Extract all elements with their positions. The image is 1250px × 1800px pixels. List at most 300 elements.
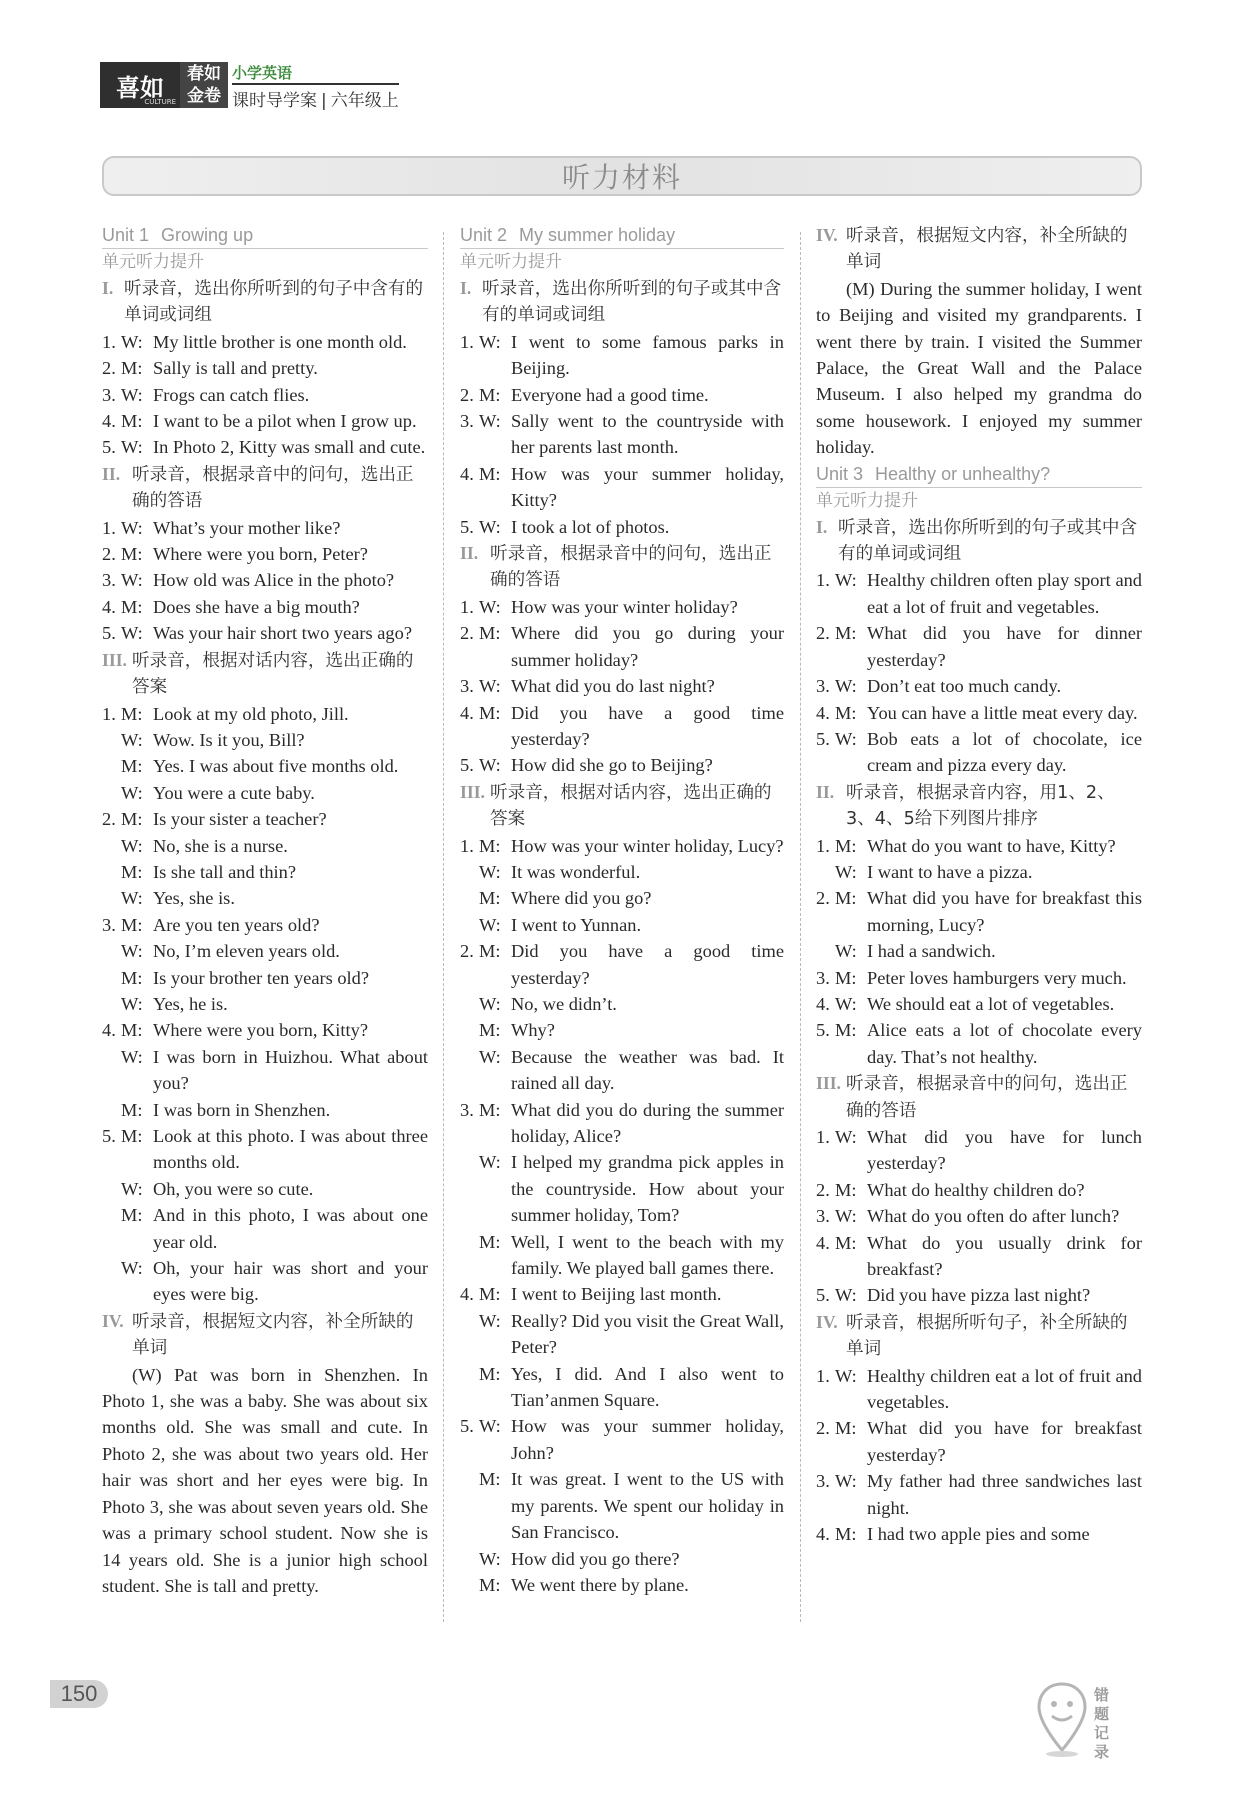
list-item (102, 620, 428, 646)
reply-text: I was born in Huizhou. What about you? (153, 1046, 428, 1094)
item-number: 3. (816, 676, 830, 697)
item-text: We should eat a lot of vegetables. (867, 993, 1115, 1014)
item-number: 5. (102, 1126, 116, 1146)
item-text: Are you ten years old? (153, 914, 320, 935)
reply-text: How did you go there? (511, 1548, 680, 1569)
item-text: My father had three sandwiches last night. (867, 1471, 1142, 1518)
item-number: 3. (816, 967, 830, 988)
item-number: 3. (102, 570, 116, 591)
brand-header (100, 62, 399, 112)
dialogue-line (460, 1097, 784, 1150)
reply-text: Well, I went to the beach with my family. We played ball games there. (511, 1231, 784, 1279)
speaker: M: (479, 1469, 501, 1490)
dialogue-reply (102, 1176, 428, 1202)
dialogue-reply (102, 780, 428, 806)
item-text: Does she have a big mouth? (153, 596, 360, 617)
dialogue-line (816, 885, 1142, 938)
section-title: 听录音，根据录音中的问句，选出正确的答语 (846, 1074, 1128, 1121)
item-number: 4. (102, 596, 116, 617)
section-title: 听录音，选出你所听到的句子或其中含有的单词或词组 (838, 517, 1138, 565)
series-name: 课时导学案 (232, 91, 317, 111)
reply-text: And in this photo, I was about one year old. (153, 1205, 428, 1252)
dialogue-reply (102, 1097, 428, 1123)
section-title: 听录音，根据短文内容，补全所缺的单词 (846, 226, 1128, 273)
speaker: M: (835, 1524, 857, 1545)
section-title: 听录音，根据对话内容，选出正确的答案 (490, 782, 772, 830)
reply-text: No, I’m eleven years old. (153, 941, 340, 962)
reply-text: I want to have a pizza. (867, 861, 1033, 882)
list-item (816, 673, 1142, 699)
speaker: W: (121, 835, 143, 856)
unit-label: Unit 1 (102, 225, 150, 245)
section-heading (460, 275, 784, 329)
list-item (816, 1230, 1142, 1283)
column-1 (102, 222, 428, 1599)
speaker: W: (835, 1471, 857, 1492)
dialogue-line (460, 833, 784, 859)
speaker: M: (121, 809, 143, 830)
list-item (816, 1177, 1142, 1203)
speaker: M: (121, 756, 143, 777)
item-number: 4. (460, 463, 474, 484)
speaker: W: (121, 570, 143, 591)
item-text: What did you have for breakfast yesterday? (867, 1418, 1142, 1465)
item-number: 2. (816, 888, 830, 909)
speaker: W: (121, 993, 143, 1014)
reply-text: I was born in Shenzhen. (153, 1099, 331, 1120)
reply-text: No, she is a nurse. (153, 835, 288, 856)
speaker: M: (121, 411, 143, 432)
speaker: W: (121, 1046, 143, 1067)
reply-text: Yes. I was about five months old. (153, 756, 399, 777)
section-numeral: II. (460, 543, 479, 564)
dialogue-reply (102, 859, 428, 885)
dialogue-reply (460, 1546, 784, 1572)
logo-text: 喜如 (116, 73, 164, 102)
item-text: Look at my old photo, Jill. (153, 703, 349, 724)
item-number: 1. (102, 517, 116, 538)
speaker: M: (835, 1179, 857, 1200)
section-numeral: III. (102, 649, 127, 670)
reply-text: It was great. I went to the US with my parents. We spent our holiday in San Francisco. (511, 1469, 784, 1543)
list-item (102, 567, 428, 593)
error-record-label: 错题记录 (1094, 1686, 1110, 1761)
speaker: M: (121, 861, 143, 882)
item-text: Where were you born, Kitty? (153, 1020, 368, 1041)
dialogue-line (102, 1017, 428, 1043)
item-text: What did you have for breakfast this morning, Lucy? (867, 888, 1142, 935)
item-number: 5. (460, 516, 474, 537)
speaker: M: (479, 1363, 501, 1384)
column-divider (800, 232, 801, 1622)
reply-text: Wow. Is it you, Bill? (153, 729, 305, 750)
reply-text: Yes, she is. (153, 888, 235, 909)
item-number: 1. (102, 331, 116, 352)
speaker: M: (835, 835, 857, 856)
item-number: 3. (460, 1099, 474, 1120)
dialogue-reply (460, 912, 784, 938)
speaker: W: (479, 861, 501, 882)
speaker: M: (121, 703, 143, 724)
item-number: 5. (460, 755, 474, 776)
item-number: 1. (816, 1127, 830, 1147)
unit-subhead: 单元听力提升 (816, 490, 918, 511)
item-text: Did you have a good time yesterday? (511, 702, 784, 749)
unit-subhead: 单元听力提升 (102, 252, 204, 272)
reply-text: Yes, he is. (153, 993, 228, 1014)
reply-text: Where did you go? (511, 888, 652, 909)
item-number: 3. (102, 384, 116, 405)
list-item (816, 965, 1142, 991)
dialogue-reply (460, 1361, 784, 1414)
list-item (460, 382, 784, 408)
section-heading (460, 540, 784, 594)
item-number: 1. (816, 1365, 830, 1386)
item-text: What do you often do after lunch? (867, 1206, 1120, 1227)
item-text: I went to Beijing last month. (511, 1284, 722, 1305)
location-pin-icon (1034, 1680, 1090, 1760)
dialogue-line (816, 833, 1142, 859)
item-number: 2. (102, 809, 116, 830)
speaker: M: (835, 967, 857, 988)
item-number: 5. (102, 437, 116, 458)
dialogue-reply (460, 885, 784, 911)
list-item (102, 541, 428, 567)
speaker: M: (479, 1099, 501, 1120)
unit-label: Unit 2 (460, 225, 508, 245)
item-number: 4. (816, 702, 830, 723)
speaker: M: (121, 1205, 143, 1226)
item-number: 4. (102, 411, 116, 432)
item-text: How was your summer holiday, Kitty? (511, 463, 784, 511)
speaker: M: (479, 384, 501, 405)
reply-text: We went there by plane. (511, 1574, 689, 1595)
item-number: 5. (816, 728, 830, 749)
subject-label: 小学英语 (232, 64, 293, 82)
item-text: I took a lot of photos. (511, 516, 670, 537)
speaker: W: (121, 623, 143, 644)
item-text: Peter loves hamburgers very much. (867, 967, 1127, 988)
reply-text: Yes, I did. And I also went to Tian’anmen Square. (511, 1363, 784, 1411)
item-text: Where did you go during your summer holiday? (511, 623, 784, 670)
list-item (816, 620, 1142, 673)
dialogue-reply (102, 885, 428, 911)
dialogue-line (102, 806, 428, 832)
item-text: What did you do last night? (511, 676, 715, 697)
speaker: W: (479, 411, 501, 432)
item-text: Did you have a good time yesterday? (511, 941, 784, 988)
section-title: 听录音，选出你所听到的句子或其中含有的单词或词组 (482, 279, 782, 326)
speaker: W: (479, 676, 501, 697)
speaker: W: (121, 782, 143, 803)
list-item (816, 1203, 1142, 1229)
dialogue-reply (102, 965, 428, 991)
item-number: 2. (102, 358, 116, 379)
brand-details (228, 62, 399, 111)
list-item (460, 673, 784, 699)
list-item (460, 700, 784, 753)
speaker: W: (835, 1127, 857, 1147)
dialogue-reply (102, 727, 428, 753)
item-number: 3. (460, 411, 474, 432)
section-numeral: III. (460, 781, 485, 802)
item-number: 1. (816, 835, 830, 856)
item-text: In Photo 2, Kitty was small and cute. (153, 437, 426, 458)
list-item (102, 355, 428, 381)
speaker: W: (479, 516, 501, 537)
section-title: 听录音，根据对话内容，选出正确的答案 (132, 650, 414, 698)
item-text: I want to be a pilot when I grow up. (153, 411, 417, 432)
section-numeral: II. (102, 463, 121, 484)
dialogue-line (102, 912, 428, 938)
item-number: 5. (460, 1416, 474, 1437)
speaker: M: (835, 888, 857, 909)
list-item (816, 1282, 1142, 1308)
speaker: M: (121, 1099, 143, 1120)
column-3 (816, 222, 1142, 1548)
item-text: Frogs can catch flies. (153, 384, 310, 405)
grade-label: 六年级上 (330, 91, 399, 111)
item-number: 4. (460, 1284, 474, 1305)
list-item (816, 726, 1142, 779)
speaker: W: (121, 1178, 143, 1199)
section-title: 听录音，根据所听句子，补全所缺的单词 (846, 1312, 1128, 1360)
speaker: M: (121, 1126, 143, 1146)
speaker: M: (479, 463, 501, 484)
item-text: Sally is tall and pretty. (153, 358, 318, 379)
unit-name: My summer holiday (519, 225, 676, 245)
speaker: W: (479, 914, 501, 935)
item-text: How old was Alice in the photo? (153, 570, 395, 591)
speaker: W: (835, 941, 857, 962)
unit-heading (102, 222, 428, 249)
dialogue-line (460, 938, 784, 991)
section-numeral: I. (460, 278, 472, 298)
dialogue-reply (102, 991, 428, 1017)
list-item (460, 408, 784, 461)
speaker: M: (835, 623, 857, 644)
item-text: Bob eats a lot of chocolate, ice cream and pizza every day. (867, 728, 1142, 776)
speaker: W: (121, 888, 143, 909)
speaker: W: (479, 993, 501, 1014)
item-text: Sally went to the countryside with her parents last month. (511, 411, 784, 458)
reply-text: Why? (511, 1020, 555, 1041)
speaker: W: (121, 941, 143, 962)
speaker: M: (835, 1418, 857, 1439)
item-text: You can have a little meat every day. (867, 702, 1138, 723)
reply-text: Oh, your hair was short and your eyes were big. (153, 1258, 428, 1305)
list-item (460, 461, 784, 514)
item-text: Healthy children eat a lot of fruit and vegetables. (867, 1365, 1142, 1413)
reply-text: I had a sandwich. (867, 941, 996, 962)
section-numeral: II. (816, 781, 835, 802)
column-2 (460, 222, 784, 1598)
reply-text: Really? Did you visit the Great Wall, Peter? (511, 1310, 784, 1358)
list-item (460, 594, 784, 620)
item-text: Don’t eat too much candy. (867, 676, 1062, 697)
item-number: 4. (102, 1020, 116, 1041)
speaker: W: (835, 1206, 857, 1227)
dialogue-reply (102, 833, 428, 859)
item-text: Alice eats a lot of chocolate every day. That’s not healthy. (867, 1020, 1142, 1067)
column-divider (443, 232, 444, 1622)
item-text: What did you do during the summer holiday, Alice? (511, 1099, 784, 1146)
brand-line-1: 春如 (187, 64, 221, 84)
speaker: W: (835, 993, 857, 1014)
unit-heading (460, 222, 784, 249)
item-number: 5. (102, 623, 116, 644)
dialogue-reply (460, 1149, 784, 1228)
item-text: What did you have for lunch yesterday? (867, 1127, 1142, 1174)
section-numeral: III. (816, 1073, 841, 1094)
item-text: Everyone had a good time. (511, 384, 709, 405)
item-number: 2. (460, 623, 474, 644)
brand-line-2: 金卷 (187, 86, 221, 106)
speaker: W: (835, 861, 857, 882)
item-text: Did you have pizza last night? (867, 1285, 1091, 1306)
speaker: W: (835, 676, 857, 697)
section-heading (102, 461, 428, 515)
dialogue-reply (102, 1202, 428, 1255)
dialogue-reply (102, 753, 428, 779)
speaker: M: (121, 1020, 143, 1041)
reply-text: I went to Yunnan. (511, 914, 642, 935)
reply-text: Is your brother ten years old? (153, 967, 370, 988)
listening-passage: (W) Pat was born in Shenzhen. In Photo 1, she was a baby. She was about six months old. She was small and cute. In Photo 2, she was about two years old. Her hair was short and her eyes were big. In Photo 3, she was about seven years old. She was a primary school student. Now she is 14 years old. She is a junior high school student. She is tall and pretty. (102, 1364, 428, 1596)
dialogue-reply (102, 1044, 428, 1097)
item-text: How was your summer holiday, John? (511, 1416, 784, 1463)
dialogue-reply (460, 1044, 784, 1097)
section-title: 听录音，根据短文内容，补全所缺的单词 (132, 1311, 414, 1359)
dialogue-reply (460, 1308, 784, 1361)
section-title: 听录音，根据录音中的问句，选出正确的答语 (132, 464, 414, 512)
speaker: W: (835, 1365, 857, 1386)
speaker: W: (479, 1310, 501, 1331)
speaker: M: (479, 1574, 501, 1595)
item-number: 1. (460, 331, 474, 352)
speaker: W: (835, 1285, 857, 1306)
listening-passage: (M) During the summer holiday, I went to Beijing and visited my grandparents. I went there by train. I visited the Summer Palace, the Great Wall and the Palace Museum. I also helped my grandma do some housework. I enjoyed my summer holiday. (816, 278, 1142, 458)
section-heading (102, 647, 428, 701)
list-item (102, 434, 428, 460)
speaker: M: (479, 888, 501, 909)
brand-name (180, 62, 228, 108)
section-heading (102, 1308, 428, 1362)
list-item (816, 1521, 1142, 1547)
section-heading (816, 1309, 1142, 1363)
item-number: 2. (816, 1179, 830, 1200)
reply-text: You were a cute baby. (153, 782, 315, 803)
item-text: What did you have for dinner yesterday? (867, 623, 1142, 670)
section-numeral: I. (102, 278, 114, 298)
item-text: Where were you born, Peter? (153, 544, 368, 565)
dialogue-reply (460, 1017, 784, 1043)
dialogue-line (102, 701, 428, 727)
section-heading (816, 1070, 1142, 1124)
list-item (460, 514, 784, 540)
dialogue-line (460, 1281, 784, 1307)
list-item (460, 752, 784, 778)
unit-name: Growing up (161, 225, 254, 245)
item-number: 5. (816, 1020, 830, 1041)
unit-label: Unit 3 (816, 463, 864, 484)
list-item (102, 408, 428, 434)
dialogue-reply (816, 859, 1142, 885)
list-item (816, 700, 1142, 726)
logo-sub: CULTURE (144, 98, 176, 106)
dialogue-reply (460, 1466, 784, 1545)
reply-text: Because the weather was bad. It rained all day. (511, 1046, 784, 1094)
section-numeral: IV. (816, 225, 838, 245)
speaker: W: (835, 570, 857, 591)
item-text: How was your winter holiday, Lucy? (511, 835, 784, 856)
speaker: M: (479, 1020, 501, 1041)
list-item (816, 991, 1142, 1017)
section-numeral: IV. (816, 1311, 838, 1332)
dialogue-line (102, 1123, 428, 1176)
section-heading (460, 779, 784, 833)
unit-heading (816, 461, 1142, 488)
list-item (816, 1017, 1142, 1070)
item-number: 3. (102, 914, 116, 935)
speaker: W: (479, 755, 501, 776)
speaker: M: (121, 914, 143, 935)
item-number: 2. (460, 384, 474, 405)
list-item (102, 594, 428, 620)
list-item (816, 1415, 1142, 1468)
item-number: 1. (460, 596, 474, 617)
item-text: Was your hair short two years ago? (153, 623, 412, 644)
speaker: W: (479, 1046, 501, 1067)
section-numeral: IV. (102, 1310, 124, 1331)
list-item (102, 382, 428, 408)
item-text: How did she go to Beijing? (511, 755, 713, 776)
speaker: M: (121, 967, 143, 988)
speaker: W: (121, 331, 143, 352)
speaker: W: (121, 384, 143, 405)
speaker: M: (835, 702, 857, 723)
speaker: M: (121, 596, 143, 617)
speaker: M: (479, 623, 501, 644)
dialogue-line (460, 1413, 784, 1466)
unit-subhead: 单元听力提升 (460, 252, 562, 272)
item-text: What do healthy children do? (867, 1179, 1085, 1200)
publisher-logo (100, 62, 180, 108)
section-heading (816, 514, 1142, 568)
speaker: W: (121, 437, 143, 458)
item-text: What do you usually drink for breakfast? (867, 1232, 1142, 1280)
section-numeral: I. (816, 516, 828, 537)
item-text: What’s your mother like? (153, 517, 341, 538)
list-item (816, 1363, 1142, 1416)
section-heading (102, 275, 428, 329)
dialogue-reply (816, 938, 1142, 964)
item-number: 3. (460, 676, 474, 697)
dialogue-reply (460, 859, 784, 885)
section-title: 听录音，根据录音内容，用1、2、3、4、5给下列图片排序 (846, 782, 1115, 830)
speaker: M: (835, 1020, 857, 1041)
reply-text: No, we didn’t. (511, 993, 617, 1014)
list-item (816, 1468, 1142, 1521)
reply-text: It was wonderful. (511, 861, 641, 882)
list-item (816, 567, 1142, 620)
list-item (102, 515, 428, 541)
speaker: W: (479, 1416, 501, 1437)
list-item (460, 620, 784, 673)
item-number: 2. (102, 544, 116, 565)
reply-text: I helped my grandma pick apples in the countryside. How about your summer holiday, Tom? (511, 1152, 784, 1226)
speaker: M: (479, 702, 501, 723)
